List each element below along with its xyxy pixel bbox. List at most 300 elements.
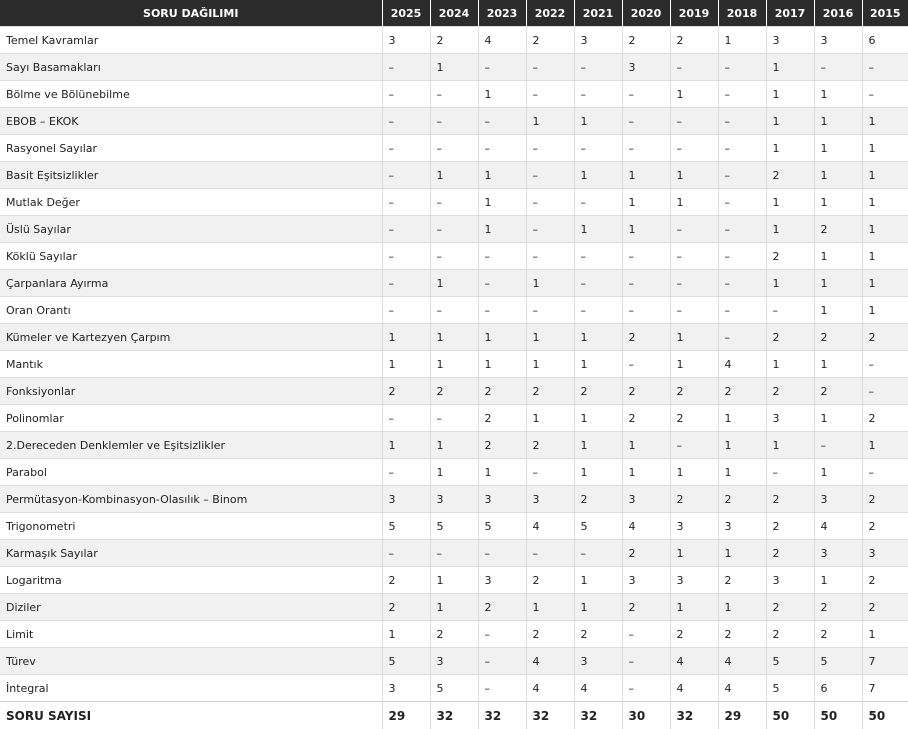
count-cell: 3 bbox=[670, 567, 718, 594]
count-cell: 4 bbox=[526, 648, 574, 675]
count-cell: 2 bbox=[670, 27, 718, 54]
total-cell: 50 bbox=[766, 702, 814, 729]
count-cell: 3 bbox=[814, 486, 862, 513]
count-cell: – bbox=[622, 648, 670, 675]
count-cell: 2 bbox=[766, 594, 814, 621]
table-row bbox=[0, 567, 908, 594]
count-cell: – bbox=[526, 216, 574, 243]
count-cell: – bbox=[382, 243, 430, 270]
count-cell: – bbox=[574, 540, 622, 567]
table-row bbox=[0, 486, 908, 513]
table-row bbox=[0, 270, 908, 297]
count-cell: 1 bbox=[382, 351, 430, 378]
count-cell: – bbox=[430, 540, 478, 567]
count-cell: – bbox=[574, 243, 622, 270]
count-cell: – bbox=[526, 297, 574, 324]
table-row bbox=[0, 540, 908, 567]
topic-cell: Permütasyon-Kombinasyon-Olasılık – Binom bbox=[0, 486, 382, 513]
count-cell: 2 bbox=[526, 432, 574, 459]
topic-cell: 2.Dereceden Denklemler ve Eşitsizlikler bbox=[0, 432, 382, 459]
year-column-header: 2023 bbox=[478, 0, 526, 27]
count-cell: 3 bbox=[862, 540, 908, 567]
count-cell: 2 bbox=[766, 324, 814, 351]
count-cell: 2 bbox=[430, 621, 478, 648]
count-cell: 1 bbox=[766, 189, 814, 216]
count-cell: – bbox=[814, 432, 862, 459]
count-cell: 4 bbox=[718, 675, 766, 702]
total-row bbox=[0, 702, 908, 729]
count-cell: – bbox=[718, 189, 766, 216]
count-cell: 2 bbox=[670, 621, 718, 648]
topic-cell: EBOB – EKOK bbox=[0, 108, 382, 135]
count-cell: – bbox=[718, 135, 766, 162]
count-cell: 1 bbox=[862, 108, 908, 135]
count-cell: 5 bbox=[382, 513, 430, 540]
count-cell: 2 bbox=[574, 486, 622, 513]
count-cell: 1 bbox=[526, 351, 574, 378]
count-cell: 1 bbox=[430, 567, 478, 594]
table-row bbox=[0, 594, 908, 621]
count-cell: 1 bbox=[766, 351, 814, 378]
count-cell: 4 bbox=[574, 675, 622, 702]
count-cell: 2 bbox=[718, 621, 766, 648]
count-cell: 2 bbox=[814, 378, 862, 405]
count-cell: – bbox=[574, 297, 622, 324]
count-cell: 2 bbox=[430, 378, 478, 405]
count-cell: 3 bbox=[622, 486, 670, 513]
topic-cell: Fonksiyonlar bbox=[0, 378, 382, 405]
count-cell: 2 bbox=[766, 378, 814, 405]
count-cell: – bbox=[622, 81, 670, 108]
count-cell: 1 bbox=[814, 243, 862, 270]
count-cell: 2 bbox=[622, 594, 670, 621]
count-cell: – bbox=[670, 297, 718, 324]
count-cell: 1 bbox=[814, 81, 862, 108]
count-cell: – bbox=[574, 81, 622, 108]
count-cell: 2 bbox=[718, 378, 766, 405]
count-cell: – bbox=[382, 189, 430, 216]
count-cell: 1 bbox=[430, 54, 478, 81]
count-cell: 1 bbox=[574, 594, 622, 621]
count-cell: 1 bbox=[430, 351, 478, 378]
count-cell: 1 bbox=[670, 594, 718, 621]
table-row bbox=[0, 405, 908, 432]
table-row bbox=[0, 81, 908, 108]
count-cell: 2 bbox=[766, 486, 814, 513]
topic-cell: Mantık bbox=[0, 351, 382, 378]
count-cell: – bbox=[430, 297, 478, 324]
count-cell: 1 bbox=[814, 108, 862, 135]
count-cell: – bbox=[430, 81, 478, 108]
count-cell: – bbox=[574, 270, 622, 297]
count-cell: – bbox=[382, 297, 430, 324]
count-cell: – bbox=[670, 135, 718, 162]
count-cell: 1 bbox=[478, 162, 526, 189]
count-cell: 2 bbox=[718, 486, 766, 513]
count-cell: 1 bbox=[766, 81, 814, 108]
count-cell: – bbox=[718, 108, 766, 135]
count-cell: 2 bbox=[478, 378, 526, 405]
count-cell: – bbox=[622, 675, 670, 702]
count-cell: 2 bbox=[382, 594, 430, 621]
count-cell: 1 bbox=[478, 81, 526, 108]
count-cell: – bbox=[766, 297, 814, 324]
count-cell: 1 bbox=[814, 351, 862, 378]
table-row bbox=[0, 135, 908, 162]
table-row bbox=[0, 324, 908, 351]
count-cell: 1 bbox=[478, 459, 526, 486]
count-cell: 6 bbox=[862, 27, 908, 54]
count-cell: 1 bbox=[622, 162, 670, 189]
topic-cell: Polinomlar bbox=[0, 405, 382, 432]
count-cell: 1 bbox=[814, 297, 862, 324]
count-cell: – bbox=[622, 108, 670, 135]
count-cell: 1 bbox=[574, 432, 622, 459]
count-cell: 2 bbox=[526, 567, 574, 594]
count-cell: 3 bbox=[478, 486, 526, 513]
count-cell: 1 bbox=[382, 432, 430, 459]
count-cell: 3 bbox=[622, 567, 670, 594]
count-cell: 1 bbox=[430, 594, 478, 621]
year-column-header: 2019 bbox=[670, 0, 718, 27]
count-cell: 3 bbox=[670, 513, 718, 540]
count-cell: 5 bbox=[814, 648, 862, 675]
count-cell: 1 bbox=[622, 216, 670, 243]
count-cell: 1 bbox=[670, 540, 718, 567]
count-cell: 1 bbox=[622, 459, 670, 486]
count-cell: 1 bbox=[574, 567, 622, 594]
count-cell: – bbox=[718, 54, 766, 81]
topic-cell: Sayı Basamakları bbox=[0, 54, 382, 81]
count-cell: – bbox=[382, 270, 430, 297]
count-cell: 1 bbox=[718, 27, 766, 54]
count-cell: 1 bbox=[574, 459, 622, 486]
count-cell: – bbox=[622, 243, 670, 270]
count-cell: 1 bbox=[862, 189, 908, 216]
count-cell: 1 bbox=[862, 270, 908, 297]
table-row bbox=[0, 459, 908, 486]
count-cell: – bbox=[382, 459, 430, 486]
count-cell: – bbox=[382, 540, 430, 567]
year-column-header: 2020 bbox=[622, 0, 670, 27]
topic-cell: Köklü Sayılar bbox=[0, 243, 382, 270]
total-cell: 30 bbox=[622, 702, 670, 729]
count-cell: 3 bbox=[622, 54, 670, 81]
total-cell: 32 bbox=[430, 702, 478, 729]
count-cell: 1 bbox=[622, 432, 670, 459]
count-cell: – bbox=[526, 54, 574, 81]
count-cell: 4 bbox=[670, 648, 718, 675]
count-cell: 1 bbox=[430, 459, 478, 486]
count-cell: 4 bbox=[814, 513, 862, 540]
count-cell: 1 bbox=[814, 567, 862, 594]
count-cell: – bbox=[478, 675, 526, 702]
count-cell: 1 bbox=[478, 351, 526, 378]
count-cell: – bbox=[430, 216, 478, 243]
topic-cell: Trigonometri bbox=[0, 513, 382, 540]
count-cell: – bbox=[574, 135, 622, 162]
count-cell: 3 bbox=[430, 648, 478, 675]
topic-cell: Bölme ve Bölünebilme bbox=[0, 81, 382, 108]
count-cell: – bbox=[430, 405, 478, 432]
count-cell: 2 bbox=[382, 567, 430, 594]
count-cell: 2 bbox=[862, 567, 908, 594]
count-cell: – bbox=[718, 81, 766, 108]
year-column-header: 2021 bbox=[574, 0, 622, 27]
table-row bbox=[0, 54, 908, 81]
count-cell: – bbox=[526, 81, 574, 108]
topic-cell: Karmaşık Sayılar bbox=[0, 540, 382, 567]
count-cell: 1 bbox=[478, 324, 526, 351]
total-cell: 32 bbox=[478, 702, 526, 729]
topic-cell: Üslü Sayılar bbox=[0, 216, 382, 243]
table-body bbox=[0, 27, 908, 702]
total-cell: 50 bbox=[814, 702, 862, 729]
table-row bbox=[0, 216, 908, 243]
count-cell: 1 bbox=[814, 270, 862, 297]
count-cell: 3 bbox=[718, 513, 766, 540]
count-cell: 2 bbox=[862, 324, 908, 351]
count-cell: – bbox=[430, 108, 478, 135]
count-cell: 5 bbox=[382, 648, 430, 675]
count-cell: 3 bbox=[574, 648, 622, 675]
count-cell: – bbox=[718, 324, 766, 351]
count-cell: 3 bbox=[814, 540, 862, 567]
count-cell: – bbox=[814, 54, 862, 81]
topic-cell: Mutlak Değer bbox=[0, 189, 382, 216]
count-cell: 1 bbox=[622, 189, 670, 216]
count-cell: – bbox=[718, 270, 766, 297]
count-cell: – bbox=[862, 54, 908, 81]
count-cell: 1 bbox=[766, 54, 814, 81]
topic-cell: Logaritma bbox=[0, 567, 382, 594]
count-cell: 4 bbox=[718, 351, 766, 378]
table-row bbox=[0, 27, 908, 54]
count-cell: 1 bbox=[382, 621, 430, 648]
count-cell: – bbox=[478, 540, 526, 567]
count-cell: 1 bbox=[526, 594, 574, 621]
count-cell: 3 bbox=[766, 405, 814, 432]
count-cell: 2 bbox=[526, 378, 574, 405]
year-column-header: 2018 bbox=[718, 0, 766, 27]
count-cell: 1 bbox=[574, 324, 622, 351]
count-cell: – bbox=[622, 135, 670, 162]
count-cell: 2 bbox=[574, 621, 622, 648]
count-cell: 1 bbox=[430, 324, 478, 351]
topic-cell: Basit Eşitsizlikler bbox=[0, 162, 382, 189]
count-cell: 2 bbox=[622, 324, 670, 351]
count-cell: 2 bbox=[478, 405, 526, 432]
count-cell: 2 bbox=[478, 594, 526, 621]
count-cell: 2 bbox=[766, 540, 814, 567]
count-cell: 4 bbox=[718, 648, 766, 675]
count-cell: 1 bbox=[574, 405, 622, 432]
table-row bbox=[0, 378, 908, 405]
count-cell: 3 bbox=[382, 486, 430, 513]
table-row bbox=[0, 108, 908, 135]
count-cell: – bbox=[670, 216, 718, 243]
topic-cell: Parabol bbox=[0, 459, 382, 486]
year-column-header: 2022 bbox=[526, 0, 574, 27]
total-cell: 29 bbox=[382, 702, 430, 729]
table-row bbox=[0, 432, 908, 459]
year-column-header: 2017 bbox=[766, 0, 814, 27]
count-cell: 2 bbox=[670, 405, 718, 432]
count-cell: 1 bbox=[862, 621, 908, 648]
count-cell: – bbox=[670, 54, 718, 81]
count-cell: 5 bbox=[478, 513, 526, 540]
count-cell: 1 bbox=[862, 432, 908, 459]
total-cell: 32 bbox=[574, 702, 622, 729]
count-cell: 1 bbox=[766, 432, 814, 459]
count-cell: – bbox=[862, 351, 908, 378]
count-cell: 3 bbox=[574, 27, 622, 54]
count-cell: 5 bbox=[766, 648, 814, 675]
count-cell: – bbox=[766, 459, 814, 486]
count-cell: 3 bbox=[430, 486, 478, 513]
count-cell: 1 bbox=[766, 108, 814, 135]
count-cell: 1 bbox=[718, 540, 766, 567]
count-cell: 4 bbox=[670, 675, 718, 702]
count-cell: – bbox=[718, 297, 766, 324]
count-cell: – bbox=[718, 216, 766, 243]
year-column-header: 2025 bbox=[382, 0, 430, 27]
count-cell: – bbox=[574, 54, 622, 81]
table-row bbox=[0, 297, 908, 324]
count-cell: 2 bbox=[766, 513, 814, 540]
topic-cell: Rasyonel Sayılar bbox=[0, 135, 382, 162]
count-cell: 1 bbox=[430, 270, 478, 297]
count-cell: – bbox=[526, 189, 574, 216]
count-cell: – bbox=[622, 621, 670, 648]
count-cell: 1 bbox=[862, 162, 908, 189]
count-cell: 1 bbox=[574, 162, 622, 189]
count-cell: – bbox=[670, 432, 718, 459]
count-cell: 2 bbox=[766, 621, 814, 648]
count-cell: – bbox=[862, 459, 908, 486]
count-cell: 3 bbox=[766, 27, 814, 54]
count-cell: – bbox=[526, 135, 574, 162]
table-row bbox=[0, 243, 908, 270]
count-cell: – bbox=[526, 459, 574, 486]
year-column-header: 2015 bbox=[862, 0, 908, 27]
topic-cell: Çarpanlara Ayırma bbox=[0, 270, 382, 297]
topic-cell: Temel Kavramlar bbox=[0, 27, 382, 54]
count-cell: 1 bbox=[814, 135, 862, 162]
count-cell: 1 bbox=[718, 459, 766, 486]
count-cell: 2 bbox=[814, 324, 862, 351]
count-cell: 2 bbox=[862, 594, 908, 621]
count-cell: 2 bbox=[814, 216, 862, 243]
count-cell: 1 bbox=[862, 216, 908, 243]
count-cell: – bbox=[718, 162, 766, 189]
count-cell: 1 bbox=[526, 324, 574, 351]
table-row bbox=[0, 675, 908, 702]
count-cell: 2 bbox=[622, 405, 670, 432]
count-cell: 5 bbox=[574, 513, 622, 540]
count-cell: 1 bbox=[670, 189, 718, 216]
count-cell: – bbox=[478, 135, 526, 162]
count-cell: 1 bbox=[814, 162, 862, 189]
total-cell: 32 bbox=[526, 702, 574, 729]
count-cell: – bbox=[478, 243, 526, 270]
count-cell: 5 bbox=[766, 675, 814, 702]
count-cell: 1 bbox=[382, 324, 430, 351]
count-cell: – bbox=[382, 108, 430, 135]
year-column-header: 2024 bbox=[430, 0, 478, 27]
total-cell: 50 bbox=[862, 702, 908, 729]
count-cell: 2 bbox=[766, 162, 814, 189]
count-cell: 2 bbox=[478, 432, 526, 459]
count-cell: 2 bbox=[526, 621, 574, 648]
count-cell: 2 bbox=[526, 27, 574, 54]
count-cell: 1 bbox=[862, 243, 908, 270]
count-cell: – bbox=[478, 108, 526, 135]
count-cell: – bbox=[430, 189, 478, 216]
count-cell: – bbox=[382, 405, 430, 432]
count-cell: – bbox=[382, 54, 430, 81]
count-cell: 4 bbox=[526, 513, 574, 540]
count-cell: – bbox=[862, 81, 908, 108]
count-cell: 1 bbox=[766, 216, 814, 243]
count-cell: – bbox=[430, 135, 478, 162]
count-cell: – bbox=[382, 135, 430, 162]
count-cell: 1 bbox=[670, 162, 718, 189]
count-cell: – bbox=[430, 243, 478, 270]
count-cell: – bbox=[670, 243, 718, 270]
count-cell: 1 bbox=[574, 108, 622, 135]
topic-cell: Kümeler ve Kartezyen Çarpım bbox=[0, 324, 382, 351]
count-cell: 2 bbox=[862, 513, 908, 540]
count-cell: 1 bbox=[766, 135, 814, 162]
count-cell: – bbox=[526, 162, 574, 189]
count-cell: – bbox=[670, 108, 718, 135]
count-cell: 1 bbox=[478, 189, 526, 216]
count-cell: 1 bbox=[670, 459, 718, 486]
topic-cell: Limit bbox=[0, 621, 382, 648]
count-cell: 1 bbox=[670, 351, 718, 378]
topic-cell: Diziler bbox=[0, 594, 382, 621]
count-cell: 1 bbox=[814, 189, 862, 216]
topic-column-header: SORU DAĞILIMI bbox=[0, 0, 382, 27]
count-cell: 6 bbox=[814, 675, 862, 702]
count-cell: – bbox=[622, 351, 670, 378]
count-cell: 4 bbox=[526, 675, 574, 702]
count-cell: – bbox=[478, 297, 526, 324]
count-cell: 2 bbox=[574, 378, 622, 405]
count-cell: – bbox=[622, 297, 670, 324]
count-cell: 2 bbox=[622, 27, 670, 54]
count-cell: 1 bbox=[718, 594, 766, 621]
year-column-header: 2016 bbox=[814, 0, 862, 27]
total-label: SORU SAYISI bbox=[0, 702, 382, 729]
count-cell: 1 bbox=[718, 405, 766, 432]
count-cell: 2 bbox=[382, 378, 430, 405]
count-cell: 1 bbox=[478, 216, 526, 243]
count-cell: 1 bbox=[526, 270, 574, 297]
table-row bbox=[0, 648, 908, 675]
count-cell: 1 bbox=[430, 162, 478, 189]
count-cell: 7 bbox=[862, 648, 908, 675]
count-cell: 2 bbox=[862, 486, 908, 513]
count-cell: 1 bbox=[574, 216, 622, 243]
topic-cell: İntegral bbox=[0, 675, 382, 702]
count-cell: 2 bbox=[670, 486, 718, 513]
count-cell: – bbox=[478, 270, 526, 297]
count-cell: 2 bbox=[766, 243, 814, 270]
count-cell: 1 bbox=[766, 270, 814, 297]
count-cell: 3 bbox=[382, 27, 430, 54]
